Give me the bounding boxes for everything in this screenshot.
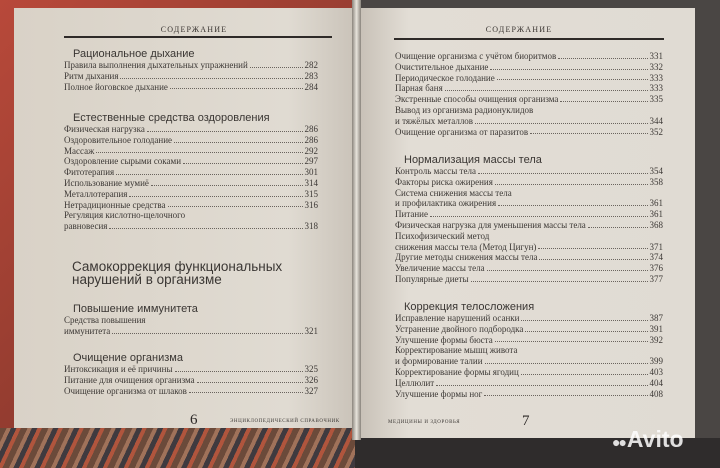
toc-section xyxy=(64,48,318,92)
entry-page-number: 282 xyxy=(304,60,318,70)
entry-page-number: 391 xyxy=(649,323,663,334)
entry-title: Психофизический метод xyxy=(395,230,490,241)
entry-line xyxy=(395,188,663,199)
entry-row xyxy=(64,60,318,71)
entry-row xyxy=(395,73,663,84)
entry-row xyxy=(395,62,663,73)
entry-title: Очищение организма с учётом биоритмов xyxy=(395,51,557,61)
avito-watermark xyxy=(612,426,684,453)
entry-row xyxy=(395,116,663,127)
chapter-title-line: Самокоррекция функциональных xyxy=(72,259,283,274)
dot-leader xyxy=(495,184,648,185)
entry-page-number: 377 xyxy=(649,273,663,284)
toc-entry[interactable] xyxy=(64,375,318,386)
entry-row xyxy=(395,274,663,285)
toc-entry[interactable] xyxy=(64,167,318,178)
toc-entry[interactable] xyxy=(395,389,663,400)
dot-leader xyxy=(530,133,647,134)
toc-entry[interactable] xyxy=(64,146,318,157)
dot-leader xyxy=(539,259,647,260)
entry-title: Очищение организма от шлаков xyxy=(64,385,187,396)
entry-title: Оздоровительное голодание xyxy=(64,134,173,145)
entry-page-number: 314 xyxy=(304,177,318,188)
entry-title: Физическая нагрузка xyxy=(64,124,145,134)
entry-row xyxy=(395,83,663,94)
entry-title: Массаж xyxy=(64,145,95,156)
entry-title: Питание для очищения организма xyxy=(64,374,195,385)
entry-title: Увеличение массы тела xyxy=(395,263,485,274)
entry-row xyxy=(395,220,663,231)
running-head: СОДЕРЖАНИЕ xyxy=(485,25,553,34)
page-footer: ЭНЦИКЛОПЕДИЧЕСКИЙ СПРАВОЧНИК xyxy=(230,419,340,424)
toc-entry[interactable] xyxy=(64,82,318,93)
entry-page-number: 327 xyxy=(304,385,318,396)
section-heading: Рациональное дыхание xyxy=(73,48,195,60)
dot-leader xyxy=(485,363,648,364)
entry-page-number: 321 xyxy=(304,325,318,336)
entry-page-number: 399 xyxy=(649,356,663,367)
dot-leader xyxy=(120,78,302,79)
right-page xyxy=(358,8,695,438)
entry-title: и профилактика ожирения xyxy=(395,198,497,209)
entry-row xyxy=(395,335,663,346)
entry-line xyxy=(395,231,663,242)
entry-title: Целлюлит xyxy=(395,377,435,388)
entry-row xyxy=(395,198,663,209)
entry-title: Контроль массы тела xyxy=(395,166,476,176)
dot-leader xyxy=(112,333,302,334)
entry-title: Вывод из организма радионуклидов xyxy=(395,104,534,115)
entry-row xyxy=(64,124,318,135)
dot-leader xyxy=(521,320,647,321)
book-spine xyxy=(352,0,361,440)
entry-row xyxy=(395,94,663,105)
entry-title: Металлотерапия xyxy=(64,188,128,199)
entry-title: Оздоровление сырыми соками xyxy=(64,156,182,167)
entry-title: Другие методы снижения массы тела xyxy=(395,252,538,263)
dot-leader xyxy=(183,163,302,164)
left-page xyxy=(14,8,357,428)
entry-title: Популярные диеты xyxy=(395,273,469,284)
entry-row xyxy=(395,127,663,138)
entry-line xyxy=(64,315,318,326)
entry-page-number: 358 xyxy=(649,176,663,187)
toc-entry[interactable] xyxy=(395,313,663,324)
entry-row xyxy=(64,386,318,397)
toc-entry[interactable] xyxy=(64,71,318,82)
entry-page-number: 376 xyxy=(649,263,663,274)
toc-entry[interactable] xyxy=(64,178,318,189)
entry-page-number: 333 xyxy=(649,83,663,94)
entry-row xyxy=(64,156,318,167)
entry-row xyxy=(395,177,663,188)
dot-leader xyxy=(471,281,648,282)
entry-row xyxy=(64,326,318,337)
entry-row xyxy=(395,378,663,389)
toc-entry[interactable] xyxy=(395,274,663,285)
entry-page-number: 361 xyxy=(649,209,663,220)
entry-row xyxy=(395,389,663,400)
toc-entry[interactable] xyxy=(64,135,318,146)
entry-page-number: 335 xyxy=(649,94,663,105)
entry-title: Регуляция кислотно-щелочного xyxy=(64,210,186,221)
entry-page-number: 316 xyxy=(304,199,318,210)
toc-entry[interactable] xyxy=(395,335,663,346)
dot-leader xyxy=(436,385,647,386)
entry-row xyxy=(64,189,318,200)
entry-title: Правила выполнения дыхательных упражнений xyxy=(64,60,248,70)
entry-title: Исправление нарушений осанки xyxy=(395,313,520,323)
dot-leader xyxy=(484,395,647,396)
toc-entry[interactable] xyxy=(395,166,663,177)
avito-logo-icon: ●● xyxy=(612,434,625,450)
toc-entry[interactable] xyxy=(395,73,663,84)
entry-page-number: 292 xyxy=(304,145,318,156)
entry-page-number: 387 xyxy=(649,313,663,323)
toc-entry[interactable] xyxy=(395,177,663,188)
toc-entry[interactable] xyxy=(64,189,318,200)
toc-section xyxy=(64,261,318,290)
entry-page-number: 325 xyxy=(304,364,318,374)
toc-entry[interactable] xyxy=(395,252,663,263)
entry-title: Интоксикация и её причины xyxy=(64,364,173,374)
dot-leader xyxy=(478,173,648,174)
section-heading: Очищение организма xyxy=(73,352,183,364)
entry-row xyxy=(64,82,318,93)
dot-leader xyxy=(197,382,303,383)
entry-page-number: 361 xyxy=(649,198,663,209)
entry-page-number: 284 xyxy=(304,81,318,92)
watermark-text: Avito xyxy=(626,426,684,452)
dot-leader xyxy=(487,270,648,271)
dot-leader xyxy=(168,206,303,207)
toc-entry[interactable] xyxy=(395,378,663,389)
entry-page-number: 374 xyxy=(649,252,663,263)
dot-leader xyxy=(174,142,302,143)
header-rule xyxy=(394,38,664,40)
dot-leader xyxy=(151,185,303,186)
entry-page-number: 301 xyxy=(304,167,318,178)
toc-entry[interactable] xyxy=(64,156,318,167)
toc-entry[interactable] xyxy=(395,94,663,105)
entry-title: Полное йоговское дыхание xyxy=(64,81,168,92)
book-cover-edge xyxy=(0,428,360,468)
toc-entry[interactable] xyxy=(64,364,318,375)
entry-title: Корректирование мышц живота xyxy=(395,345,518,356)
entry-page-number: 344 xyxy=(649,115,663,126)
entry-row xyxy=(395,242,663,253)
entry-title: Нетрадиционные средства xyxy=(64,199,166,210)
entry-title: Очистительное дыхание xyxy=(395,61,489,72)
entry-title: Парная баня xyxy=(395,83,443,94)
entry-page-number: 368 xyxy=(649,219,663,230)
dot-leader xyxy=(445,90,648,91)
dot-leader xyxy=(558,58,647,59)
dot-leader xyxy=(560,101,647,102)
dot-leader xyxy=(490,69,647,70)
page-number: 6 xyxy=(190,412,198,428)
entry-page-number: 392 xyxy=(649,334,663,345)
entry-row xyxy=(64,364,318,375)
dot-leader xyxy=(147,131,303,132)
entry-title: Улучшение формы бюста xyxy=(395,334,493,345)
toc-entry[interactable] xyxy=(395,324,663,335)
toc-entry[interactable] xyxy=(395,220,663,231)
toc-entry[interactable] xyxy=(64,200,318,211)
entry-title: Периодическое голодание xyxy=(395,72,495,83)
entry-row xyxy=(64,200,318,211)
entry-page-number: 326 xyxy=(304,374,318,385)
toc-entry[interactable] xyxy=(395,105,663,127)
entry-row xyxy=(395,51,663,62)
entry-line xyxy=(395,105,663,116)
dot-leader xyxy=(498,205,647,206)
toc-entry[interactable] xyxy=(64,60,318,71)
toc-entry[interactable] xyxy=(64,210,318,232)
entry-title: и формирование талии xyxy=(395,356,483,367)
page-footer: МЕДИЦИНЫ И ЗДОРОВЬЯ xyxy=(388,420,461,425)
section-heading: Коррекция телосложения xyxy=(404,301,535,313)
entry-title: Корректирование формы ягодиц xyxy=(395,366,519,377)
toc-entry[interactable] xyxy=(64,124,318,135)
dot-leader xyxy=(538,248,647,249)
toc-section xyxy=(64,352,318,396)
dot-leader xyxy=(189,392,303,393)
entry-row xyxy=(64,71,318,82)
entry-row xyxy=(395,356,663,367)
toc-entry[interactable] xyxy=(395,367,663,378)
entry-page-number: 408 xyxy=(649,388,663,399)
entry-row xyxy=(64,375,318,386)
toc-entry[interactable] xyxy=(395,83,663,94)
toc-entry[interactable] xyxy=(395,127,663,138)
dot-leader xyxy=(430,216,648,217)
entry-page-number: 331 xyxy=(649,51,663,61)
entry-row xyxy=(395,252,663,263)
entry-page-number: 403 xyxy=(649,366,663,377)
entry-page-number: 332 xyxy=(649,61,663,72)
toc-entry[interactable] xyxy=(395,209,663,220)
dot-leader xyxy=(521,374,648,375)
section-heading: Естественные средства оздоровления xyxy=(73,112,270,124)
entry-title: Фитотерапия xyxy=(64,167,115,178)
page-number: 7 xyxy=(522,413,530,429)
entry-title: Очищение организма от паразитов xyxy=(395,126,529,137)
entry-row xyxy=(395,209,663,220)
entry-title: Средства повышения xyxy=(64,315,146,325)
entry-page-number: 371 xyxy=(649,241,663,252)
dot-leader xyxy=(175,371,303,372)
toc-section xyxy=(395,154,663,285)
dot-leader xyxy=(109,228,302,229)
entry-title: Физическая нагрузка для уменьшения массы тела xyxy=(395,219,586,230)
entry-line xyxy=(64,210,318,221)
chapter-title xyxy=(64,261,318,286)
entry-title: Факторы риска ожирения xyxy=(395,176,493,187)
toc-entry[interactable] xyxy=(395,51,663,62)
entry-page-number: 283 xyxy=(304,70,318,81)
chapter-title-line: нарушений в организме xyxy=(72,271,222,287)
entry-page-number: 318 xyxy=(304,221,318,232)
toc-entry[interactable] xyxy=(395,62,663,73)
toc-section xyxy=(64,112,318,232)
entry-title: и тяжёлых металлов xyxy=(395,115,474,126)
toc-entry[interactable] xyxy=(395,345,663,367)
entry-row xyxy=(64,146,318,157)
entry-page-number: 352 xyxy=(649,126,663,137)
toc-entry[interactable] xyxy=(64,386,318,397)
toc-entry[interactable] xyxy=(64,315,318,337)
entry-row xyxy=(64,221,318,232)
entry-title: Система снижения массы тела xyxy=(395,187,512,198)
entry-row xyxy=(64,135,318,146)
entry-row xyxy=(64,178,318,189)
dot-leader xyxy=(588,227,648,228)
entry-row xyxy=(395,263,663,274)
entry-row xyxy=(64,167,318,178)
entry-row xyxy=(395,324,663,335)
toc-section xyxy=(395,51,663,137)
section-heading: Нормализация массы тела xyxy=(404,154,542,166)
entry-title: Устранение двойного подбородка xyxy=(395,323,524,334)
dot-leader xyxy=(96,152,302,153)
entry-page-number: 297 xyxy=(304,156,318,167)
entry-page-number: 286 xyxy=(304,134,318,145)
dot-leader xyxy=(129,196,302,197)
entry-row xyxy=(395,166,663,177)
dot-leader xyxy=(497,79,648,80)
running-head: СОДЕРЖАНИЕ xyxy=(160,25,228,34)
entry-line xyxy=(395,345,663,356)
toc-section xyxy=(64,303,318,337)
entry-title: равновесия xyxy=(64,221,108,232)
entry-title: Питание xyxy=(395,209,428,220)
entry-row xyxy=(395,367,663,378)
entry-title: Экстренные способы очищения организма xyxy=(395,94,559,105)
entry-title: иммунитета xyxy=(64,325,111,336)
section-heading: Повышение иммунитета xyxy=(73,303,198,315)
toc-section xyxy=(395,301,663,399)
entry-row xyxy=(395,313,663,324)
toc-entry[interactable] xyxy=(395,263,663,274)
entry-title: снижения массы тела (Метод Цигун) xyxy=(395,241,537,252)
toc-entry[interactable] xyxy=(395,188,663,210)
dot-leader xyxy=(475,123,647,124)
header-rule xyxy=(64,36,332,38)
toc-entry[interactable] xyxy=(395,231,663,253)
dot-leader xyxy=(495,341,648,342)
dot-leader xyxy=(250,67,303,68)
dot-leader xyxy=(116,174,302,175)
entry-page-number: 333 xyxy=(649,72,663,83)
dot-leader xyxy=(170,88,303,89)
entry-page-number: 404 xyxy=(649,377,663,388)
entry-title: Ритм дыхания xyxy=(64,70,119,81)
entry-page-number: 354 xyxy=(649,166,663,176)
dot-leader xyxy=(525,331,647,332)
entry-title: Улучшение формы ног xyxy=(395,388,483,399)
entry-page-number: 286 xyxy=(304,124,318,134)
entry-title: Использование мумиё xyxy=(64,177,149,188)
entry-page-number: 315 xyxy=(304,188,318,199)
